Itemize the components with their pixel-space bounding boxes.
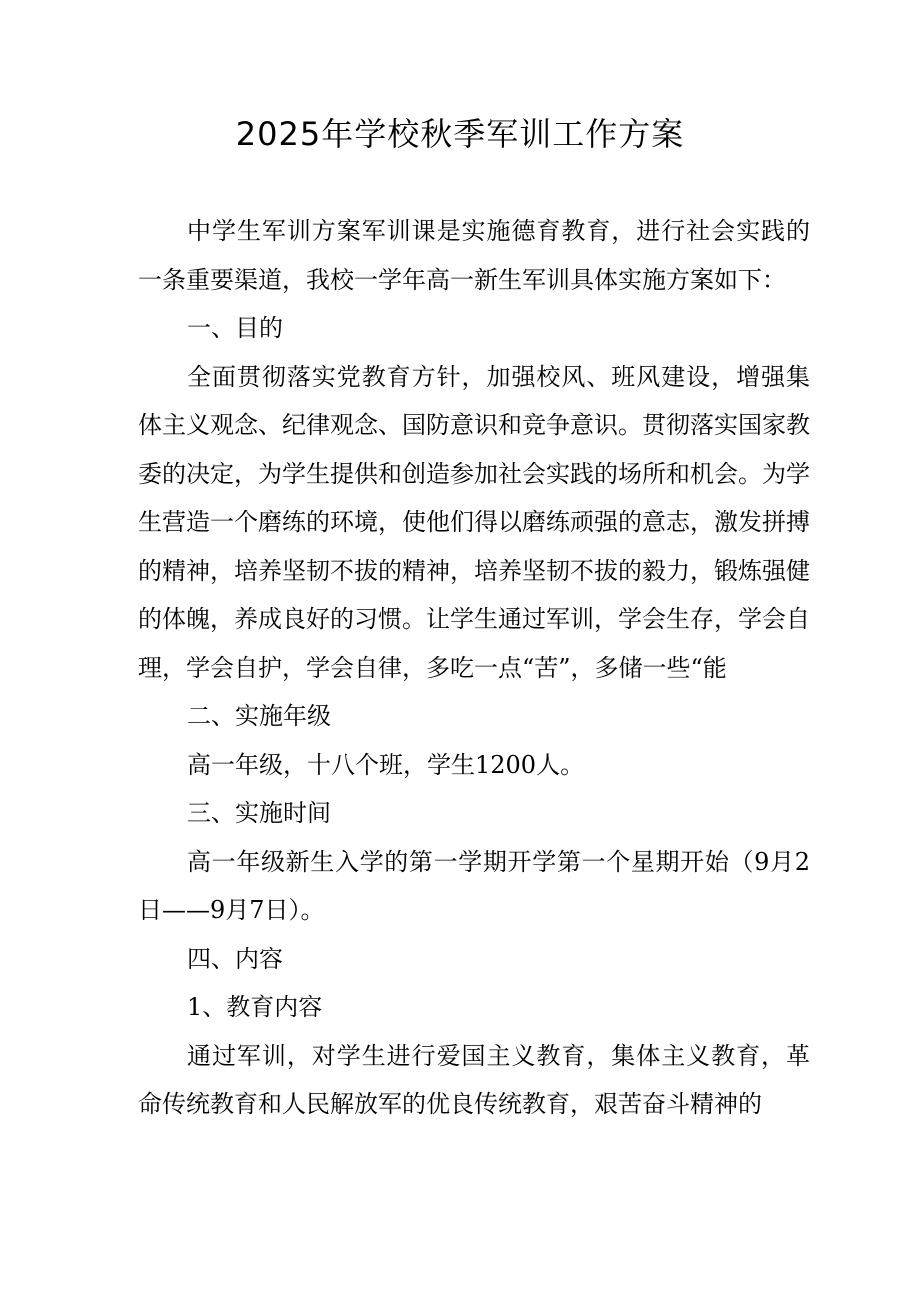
- document-title: 2025年学校秋季军训工作方案: [235, 115, 685, 153]
- section-1-paragraph: 全面贯彻落实党教育方针，加强校风、班风建设，增强集体主义观念、纪律观念、国防意识和竞争意识。贯彻落实国家教委的决定，为学生提供和创造参加社会实践的场所和机会。为学生营造一个磨练的环境，使他们得以磨练顽强的意志，激发拼搏的精神，培养坚韧不拔的精神，培养坚韧不拔的毅力，锻炼强健的体魄，养成良好的习惯。让学生通过军训，学会生存，学会自理，学会自护，学会自律，多吃一点“苦”，多储一些“能: [138, 362, 810, 682]
- section-4-subheading-1: 1、教育内容: [187, 993, 323, 1021]
- section-1-heading: 一、目的: [187, 314, 283, 342]
- section-4-heading: 四、内容: [187, 944, 283, 973]
- section-3-paragraph: 高一年级新生入学的第一学期开学第一个星期开始（9月2日——9月7日）。: [138, 847, 810, 924]
- section-2-paragraph: 高一年级，十八个班，学生1200人。: [187, 750, 585, 779]
- section-4-paragraph-1: 通过军训，对学生进行爱国主义教育，集体主义教育，革命传统教育和人民解放军的优良传统教育，艰苦奋斗精神的: [138, 1041, 810, 1118]
- section-2-heading: 二、实施年级: [187, 702, 331, 730]
- document-body: [138, 207, 810, 1129]
- section-3-heading: 三、实施时间: [187, 799, 331, 827]
- intro-paragraph: 中学生军训方案军训课是实施德育教育，进行社会实践的一条重要渠道，我校一学年高一新生军训具体实施方案如下：: [138, 217, 810, 294]
